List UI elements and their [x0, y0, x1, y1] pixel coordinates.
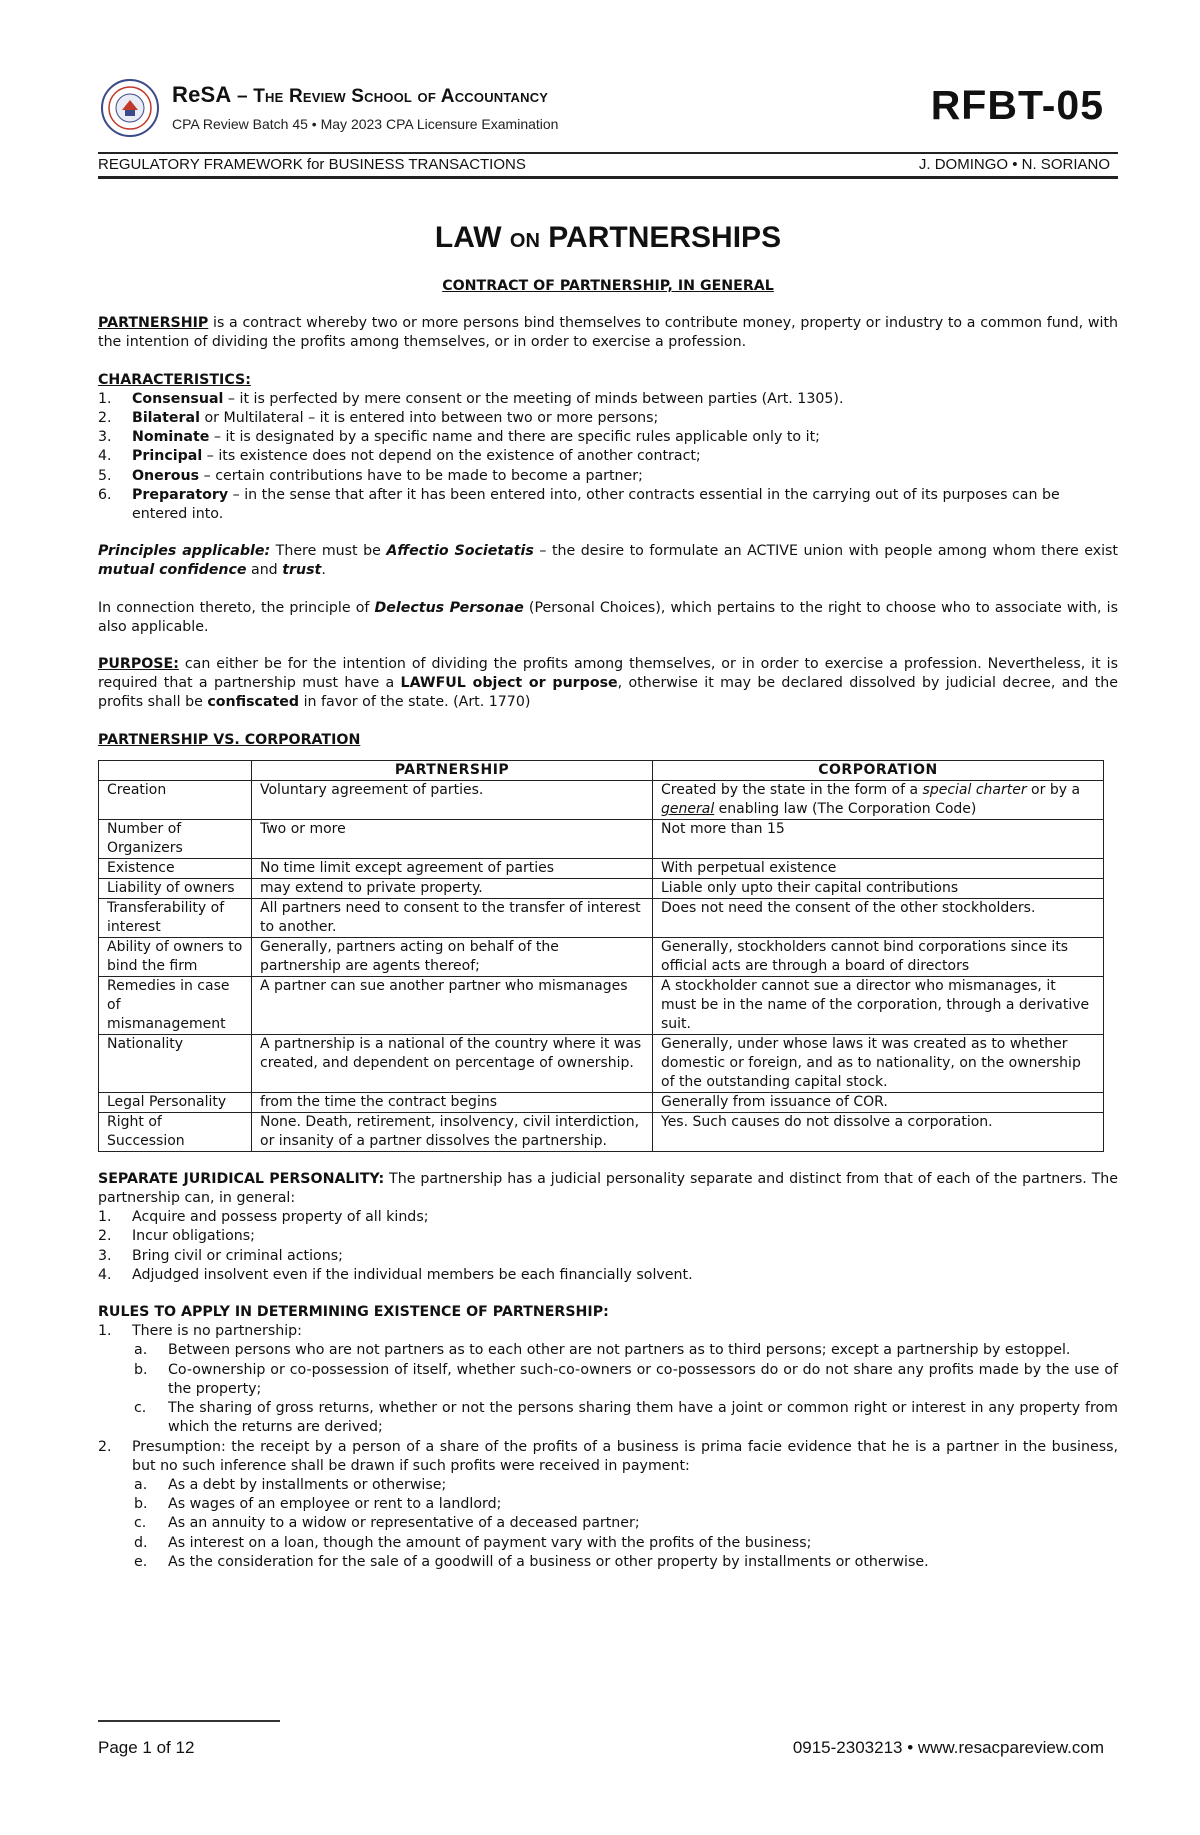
- purpose-paragraph: PURPOSE: can either be for the intention of dividing the profits among themselves, or in order to exercise a profession. Nevertheless, it is required that a partnership must have a LAWFUL object or purpose, otherwise it may be declared dissolved by judicial decree, and the profits shall be confiscated in favor of the state. (Art. 1770): [98, 656, 1118, 711]
- footer-divider: [98, 1720, 280, 1722]
- table-header-row: [99, 760, 1104, 780]
- header-cell: CORPORATION: [653, 760, 1104, 780]
- list-item: 3. Nominate – it is designated by a specific name and there are specific rules applicable only to it;: [98, 429, 820, 446]
- list-item: 1. There is no partnership: a. Between persons who are not partners as to each other are not partners as to third persons; except a partnership by estoppel. b. Co-ownership or co-possession of itself, whether such-co-owners or co-possessors do or do not share any profits made by the use of the property; c. The sharing of gross returns, whether or not the persons sharing them have a joint or common right or interest in any property from which the returns are derived;: [98, 1322, 1118, 1437]
- table-row: Number of Organizers Two or more Not more than 15: [99, 819, 1104, 858]
- sub-list: [98, 1476, 1118, 1572]
- header-cell: PARTNERSHIP: [252, 760, 653, 780]
- school-seal-icon: [100, 78, 160, 138]
- characteristics-heading: CHARACTERISTICS:: [98, 371, 251, 388]
- list-item: c. The sharing of gross returns, whether or not the persons sharing them have a joint or common right or interest in any property from which the returns are derived;: [134, 1400, 1118, 1436]
- table-row: Right of Succession None. Death, retirement, insolvency, civil interdiction, or insanity of a partner dissolves the partnership. Yes. Such causes do not dissolve a corporation.: [99, 1112, 1104, 1151]
- contact-info: 0915-2303213 • www.resacpareview.com: [792, 1738, 1104, 1757]
- page-number: Page 1 of 12: [98, 1738, 195, 1757]
- comparison-table: [98, 760, 1104, 1152]
- list-item: 4. Principal – its existence does not depend on the existence of another contract;: [98, 448, 701, 465]
- subject-title: REGULATORY FRAMEWORK for BUSINESS TRANSACTIONS: [98, 156, 526, 173]
- list-item: 1. Acquire and possess property of all kinds;: [98, 1209, 429, 1226]
- authors: J. DOMINGO • N. SORIANO: [918, 156, 1110, 173]
- page-header: [98, 74, 1118, 152]
- list-item: 1. Consensual – it is perfected by mere consent or the meeting of minds between parties (Art. 1305).: [98, 390, 844, 407]
- section-heading: CONTRACT OF PARTNERSHIP, IN GENERAL: [442, 278, 774, 294]
- body-content: [98, 277, 1118, 1572]
- list-item: 2. Bilateral or Multilateral – it is entered into between two or more persons;: [98, 410, 659, 427]
- list-item: 2. Incur obligations;: [98, 1228, 255, 1245]
- list-item: e. As the consideration for the sale of a goodwill of a business or other property by installments or otherwise.: [134, 1553, 929, 1570]
- header-cell: [99, 760, 252, 780]
- list-item: b. Co-ownership or co-possession of itself, whether such-co-owners or co-possessors do or do not share any profits made by the use of the property;: [134, 1361, 1118, 1397]
- juridical-list: [98, 1208, 1118, 1285]
- list-item: 2. Presumption: the receipt by a person of a share of the profits of a business is prima facie evidence that he is a partner in the business, but no such inference shall be drawn if such profits were received in payment: a. As a debt by installments or otherwise; b. As wages of an employee or rent to a landlord; c. As an annuity to a widow or representative of a deceased partner; d. As interest on a loan, though the amount of payment vary with the profits of the business; e. As the consideration for the sale of a goodwill of a business or other property by installments or otherwise.: [98, 1438, 1118, 1572]
- delectus-paragraph: In connection thereto, the principle of Delectus Personae (Personal Choices), which pertains to the right to choose who to associate with, is also applicable.: [98, 599, 1118, 635]
- subject-bar: [98, 152, 1118, 179]
- definition-paragraph: PARTNERSHIP is a contract whereby two or more persons bind themselves to contribute money, property or industry to a common fund, with the intention of dividing the profits among themselves, or in order to exercise a profession.: [98, 315, 1118, 351]
- page-title: LAW ON PARTNERSHIPS: [434, 221, 782, 254]
- table-row: Transferability of interest All partners need to consent to the transfer of interest to another. Does not need the consent of the other stockholders.: [99, 898, 1104, 937]
- table-row: Existence No time limit except agreement of parties With perpetual existence: [99, 858, 1104, 878]
- table-row: Liability of owners may extend to private property. Liable only upto their capital contributions: [99, 878, 1104, 898]
- table-row: Nationality A partnership is a national of the country where it was created, and dependent on percentage of ownership. Generally, under whose laws it was created as to whether domestic or foreign, and as to nationality, on the ownership of the outstanding capital stock.: [99, 1034, 1104, 1092]
- module-code: RFBT-05: [930, 82, 1104, 128]
- rules-list: [98, 1322, 1118, 1572]
- sub-list: [98, 1341, 1118, 1437]
- list-item: 3. Bring civil or criminal actions;: [98, 1247, 343, 1264]
- characteristics-list: [98, 390, 1118, 524]
- rules-heading: RULES TO APPLY IN DETERMINING EXISTENCE OF PARTNERSHIP:: [98, 1304, 609, 1321]
- document-page: [98, 74, 1118, 1572]
- table-row: Remedies in case of mismanagement A partner can sue another partner who mismanages A stockholder cannot sue a director who mismanages, it must be in the name of the corporation, through a derivative suit.: [99, 976, 1104, 1034]
- comparison-heading: PARTNERSHIP VS. CORPORATION: [98, 731, 361, 748]
- list-item: 5. Onerous – certain contributions have to be made to become a partner;: [98, 467, 643, 484]
- school-name: ReSA – The Review School of Accountancy: [172, 82, 549, 107]
- batch-info: CPA Review Batch 45 • May 2023 CPA Licensure Examination: [172, 116, 559, 132]
- table-row: Ability of owners to bind the firm Generally, partners acting on behalf of the partnership are agents thereof; Generally, stockholders cannot bind corporations since its official acts are through a board of directors: [99, 937, 1104, 976]
- list-item: 4. Adjudged insolvent even if the individual members be each financially solvent.: [98, 1266, 693, 1283]
- table-row: Legal Personality from the time the contract begins Generally from issuance of COR.: [99, 1092, 1104, 1112]
- list-item: d. As interest on a loan, though the amount of payment vary with the profits of the business;: [134, 1534, 812, 1551]
- principles-paragraph: Principles applicable: There must be Affectio Societatis – the desire to formulate an ACTIVE union with people among whom there exist mutual confidence and trust.: [98, 543, 1118, 579]
- list-item: a. As a debt by installments or otherwise;: [134, 1476, 447, 1493]
- list-item: c. As an annuity to a widow or representative of a deceased partner;: [134, 1515, 640, 1532]
- juridical-paragraph: SEPARATE JURIDICAL PERSONALITY: The partnership has a judicial personality separate and distinct from that of each of the partners. The partnership can, in general:: [98, 1170, 1119, 1207]
- table-row: Creation Voluntary agreement of parties. Created by the state in the form of a special charter or by a general enabling law (The Corporation Code): [99, 780, 1104, 819]
- list-item: 6. Preparatory – in the sense that after it has been entered into, other contracts essential in the carrying out of its purposes can be entered into.: [98, 486, 1060, 523]
- list-item: b. As wages of an employee or rent to a landlord;: [134, 1496, 502, 1513]
- list-item: a. Between persons who are not partners as to each other are not partners as to third persons; except a partnership by estoppel.: [134, 1342, 1071, 1359]
